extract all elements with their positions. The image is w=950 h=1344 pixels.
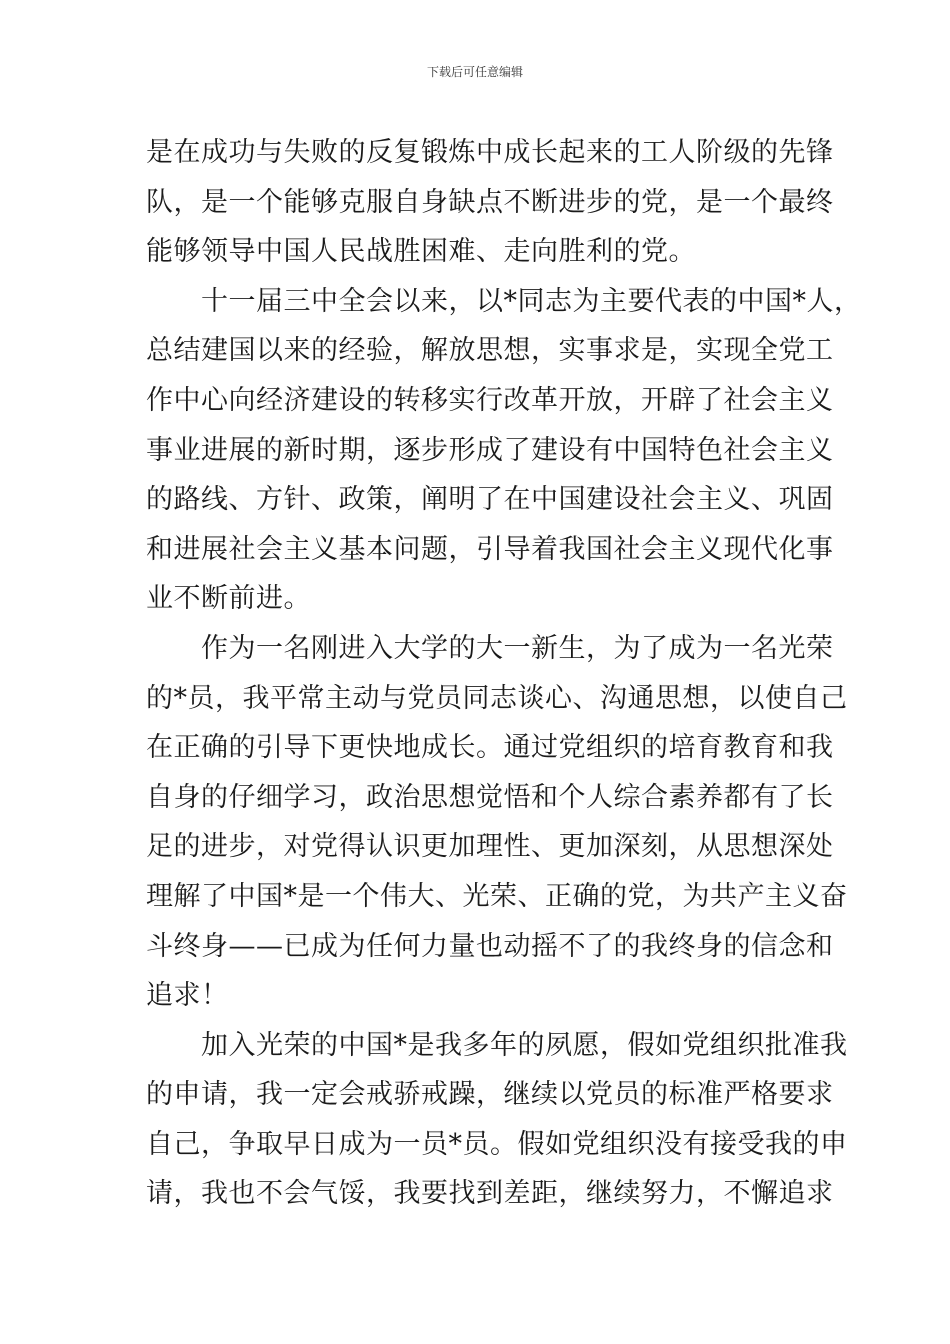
text-line: 斗终身——已成为任何力量也动摇不了的我终身的信念和	[146, 930, 834, 962]
text-line: 请，我也不会气馁，我要找到差距，继续努力，不懈追求	[146, 1178, 834, 1210]
text-line: 总结建国以来的经验，解放思想，实事求是，实现全党工	[146, 335, 834, 367]
page-header: 下载后可任意编辑	[426, 65, 523, 79]
text-line: 和进展社会主义基本问题，引导着我国社会主义现代化事	[146, 533, 834, 565]
text-line: 理解了中国*是一个伟大、光荣、正确的党，为共产主义奋	[146, 880, 848, 912]
paragraph-3	[146, 624, 848, 1021]
text-line: 十一届三中全会以来，以*同志为主要代表的中国*人，	[146, 285, 862, 317]
text-line: 追求！	[146, 980, 229, 1012]
text-line: 事业进展的新时期，逐步形成了建设有中国特色社会主义	[146, 434, 834, 466]
text-line: 作为一名刚进入大学的大一新生，为了成为一名光荣	[146, 632, 834, 664]
paragraph-4	[146, 1021, 848, 1219]
text-line: 自身的仔细学习，政治思想觉悟和个人综合素养都有了长	[146, 781, 834, 813]
text-line: 的*员，我平常主动与党员同志谈心、沟通思想，以使自己	[146, 682, 848, 714]
text-line: 的路线、方针、政策，阐明了在中国建设社会主义、巩固	[146, 484, 834, 516]
text-line: 能够领导中国人民战胜困难、走向胜利的党。	[146, 236, 696, 268]
text-line: 作中心向经济建设的转移实行改革开放，开辟了社会主义	[146, 384, 834, 416]
paragraph-1	[146, 128, 834, 277]
text-line: 队，是一个能够克服自身缺点不断进步的党，是一个最终	[146, 186, 834, 218]
text-line: 业不断前进。	[146, 583, 311, 615]
paragraph-2	[146, 277, 862, 624]
text-line: 自己，争取早日成为一员*员。假如党组织没有接受我的申	[146, 1128, 848, 1160]
text-line: 足的进步，对党得认识更加理性、更加深刻，从思想深处	[146, 831, 834, 863]
text-line: 的申请，我一定会戒骄戒躁，继续以党员的标准严格要求	[146, 1079, 834, 1111]
document-body	[146, 128, 862, 1219]
text-line: 是在成功与失败的反复锻炼中成长起来的工人阶级的先锋	[146, 137, 834, 168]
text-line: 在正确的引导下更快地成长。通过党组织的培育教育和我	[146, 732, 834, 764]
text-line: 加入光荣的中国*是我多年的夙愿，假如党组织批准我	[146, 1029, 848, 1061]
